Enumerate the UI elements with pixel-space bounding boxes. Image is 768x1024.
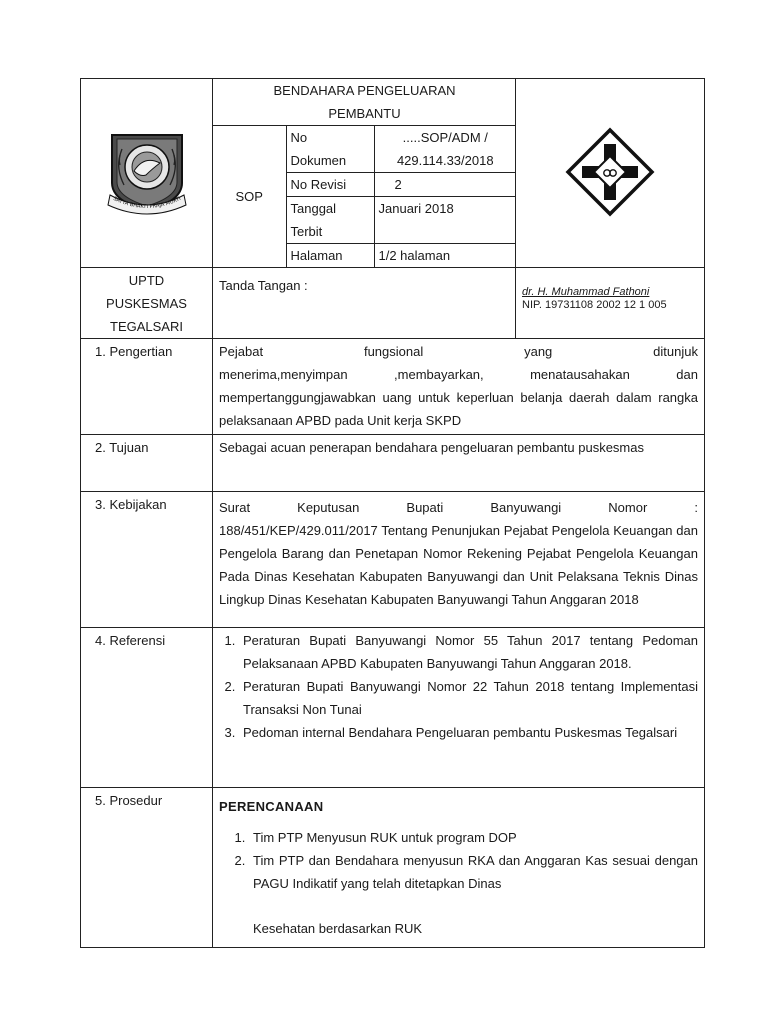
revision-label: No Revisi — [286, 173, 374, 197]
section-body-tujuan: Sebagai acuan penerapan bendahara pengeluaran pembantu puskesmas — [213, 435, 705, 492]
section-label-tujuan: 2. Tujuan — [81, 435, 213, 492]
health-logo-cell — [516, 79, 705, 268]
signer-info — [516, 268, 705, 339]
section-label-referensi: 4. Referensi — [81, 628, 213, 788]
revision-value: 2 — [374, 173, 516, 197]
section-label-pengertian: 1. Pengertian — [81, 339, 213, 435]
issue-date-value: Januari 2018 — [374, 197, 516, 244]
document-title-line2: PEMBANTU — [328, 106, 401, 121]
pengertian-text: menerima,menyimpan ,membayarkan, menatausahakan dan mempertanggungjawabkan uang untuk keperluan belanja daerah dalam rangka pelaksanaan APBD pada Unit kerja SKPD — [219, 367, 698, 428]
page-value: 1/2 halaman — [374, 244, 516, 268]
list-item: 2. Peraturan Bupati Banyuwangi Nomor 22 Tahun 2018 tentang Implementasi Transaksi Non Tunai — [239, 675, 698, 721]
signature-label: Tanda Tangan : — [213, 268, 516, 339]
kebijakan-first-line: Surat Keputusan Bupati Banyuwangi Nomor : — [219, 500, 698, 515]
section-label-prosedur: 5. Prosedur — [81, 788, 213, 948]
unit-name: UPTD PUSKESMAS TEGALSARI — [81, 268, 213, 339]
section-body-referensi — [213, 628, 705, 788]
sop-label: SOP — [213, 126, 286, 268]
prosedur-heading: PERENCANAAN — [219, 799, 324, 814]
puskesmas-logo — [564, 126, 656, 218]
sop-info-cell — [213, 79, 516, 268]
issue-date-label: Tanggal Terbit — [286, 197, 374, 244]
list-item: 3. Pedoman internal Bendahara Pengeluaran pembantu Puskesmas Tegalsari — [239, 721, 698, 744]
doc-number-value: .....SOP/ADM / 429.114.33/2018 — [374, 126, 516, 173]
sop-document — [80, 78, 704, 948]
pengertian-first-line: Pejabat fungsional yang ditunjuk — [219, 344, 698, 359]
prosedur-list — [219, 826, 698, 895]
doc-number-label: No Dokumen — [286, 126, 374, 173]
section-body-kebijakan — [213, 492, 705, 628]
document-title-line1: BENDAHARA PENGELUARAN — [273, 83, 456, 98]
list-item: 1. Peraturan Bupati Banyuwangi Nomor 55 Tahun 2017 tentang Pedoman Pelaksanaan APBD Kabupaten Banyuwangi Tahun Anggaran 2018. — [239, 629, 698, 675]
prosedur-continuation: Kesehatan berdasarkan RUK — [253, 921, 423, 936]
regency-emblem-logo — [104, 125, 190, 219]
section-body-pengertian — [213, 339, 705, 435]
signer-nip: NIP. 19731108 2002 12 1 005 — [522, 299, 667, 311]
referensi-list — [219, 629, 698, 744]
emblem-motto: SATYA BHAKTI PRAJA MUKTI — [111, 195, 182, 210]
regency-emblem-cell — [81, 79, 213, 268]
sop-info-table — [213, 79, 516, 267]
section-label-kebijakan: 3. Kebijakan — [81, 492, 213, 628]
list-item: 1. Tim PTP Menyusun RUK untuk program DOP — [249, 826, 698, 849]
list-item: 2. Tim PTP dan Bendahara menyusun RKA dan Anggaran Kas sesuai dengan PAGU Indikatif yang telah ditetapkan Dinas — [249, 849, 698, 895]
kebijakan-text: 188/451/KEP/429.011/2017 Tentang Penunjukan Pejabat Pengelola Keuangan dan Pengelola Barang dan Penetapan Nomor Rekening Pejabat Pengelola Keuangan Pada Dinas Kesehatan Kabupaten Banyuwangi dan Unit Pelaksana Teknis Dinas Lingkup Dinas Kesehatan Kabupaten Banyuwangi Tahun Anggaran 2018 — [219, 523, 698, 607]
section-body-prosedur — [213, 788, 705, 948]
page-label: Halaman — [286, 244, 374, 268]
sop-table — [80, 78, 705, 948]
signer-name: dr. H. Muhammad Fathoni — [522, 286, 650, 298]
document-title — [213, 79, 516, 126]
